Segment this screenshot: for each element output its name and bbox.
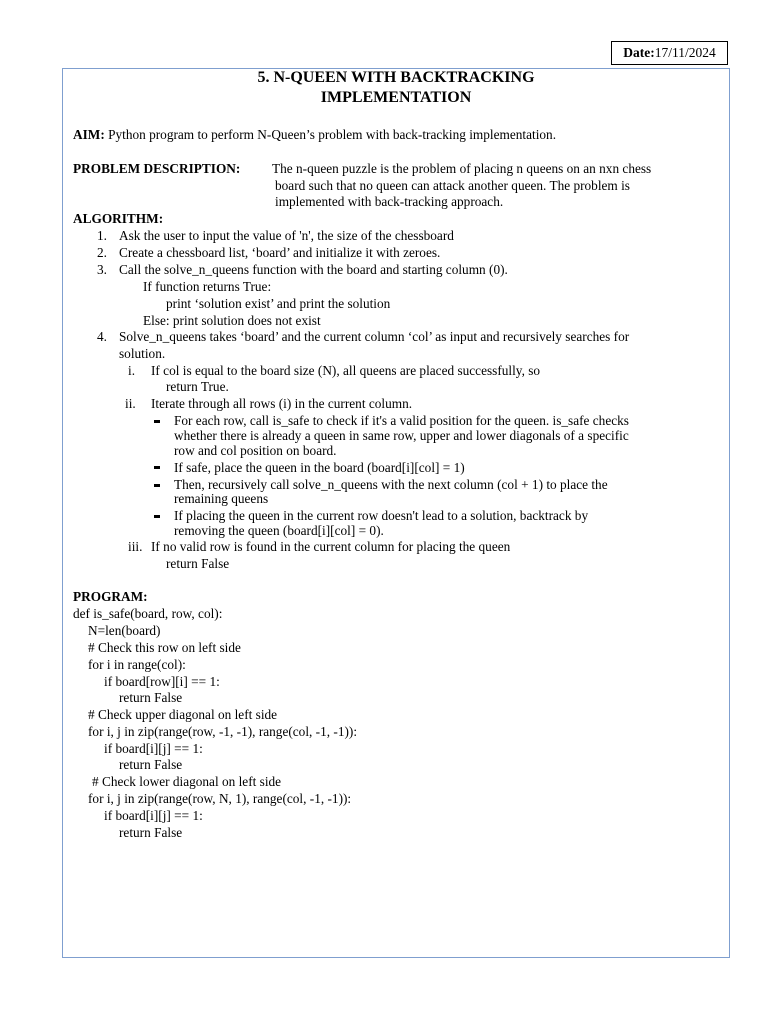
code-line: for i, j in zip(range(row, -1, -1), range(col, -1, -1)):: [88, 724, 358, 739]
code-line: # Check this row on left side: [88, 640, 241, 655]
code-line: return False: [119, 757, 183, 772]
code-line: return False: [119, 825, 183, 840]
code-line: # Check upper diagonal on left side: [88, 707, 278, 722]
step-number: 4.: [97, 329, 107, 344]
bullet-square-icon: [154, 484, 160, 487]
page-title-line-2: IMPLEMENTATION: [320, 89, 472, 106]
step3-sub-line: Else: print solution does not exist: [143, 313, 321, 328]
date-label: Date:: [623, 45, 655, 60]
code-line: if board[i][j] == 1:: [104, 808, 203, 823]
sub-step-text-continued: return False: [166, 556, 230, 571]
problem-label: PROBLEM DESCRIPTION:: [73, 161, 241, 176]
code-line: if board[row][i] == 1:: [104, 674, 220, 689]
code-line: for i in range(col):: [88, 657, 186, 672]
step3-sub-line: print ‘solution exist’ and print the solution: [166, 296, 391, 311]
program-label: PROGRAM:: [73, 589, 148, 604]
bullet-square-icon: [154, 420, 160, 423]
aim-text: Python program to perform N-Queen’s problem with back-tracking implementation.: [108, 127, 557, 142]
code-line: def is_safe(board, row, col):: [73, 606, 223, 621]
step3-sub-line: If function returns True:: [143, 279, 272, 294]
bullet-line: For each row, call is_safe to check if it's a valid position for the queen. is_safe checks: [174, 413, 629, 428]
code-line: return False: [119, 690, 183, 705]
bullet-line: removing the queen (board[i][col] = 0).: [174, 523, 384, 538]
step-text: Call the solve_n_queens function with the board and starting column (0).: [119, 262, 508, 277]
step-text-continued: solution.: [119, 346, 166, 361]
code-line: # Check lower diagonal on left side: [92, 774, 282, 789]
date-box: [611, 41, 728, 65]
page-title-line-1: 5. N-QUEEN WITH BACKTRACKING: [257, 69, 535, 86]
step-number: 1.: [97, 228, 107, 243]
step-text: Create a chessboard list, ‘board’ and initialize it with zeroes.: [119, 245, 441, 260]
sub-step-number: i.: [128, 363, 136, 378]
algorithm-label: ALGORITHM:: [73, 211, 164, 226]
bullet-line: If placing the queen in the current row doesn't lead to a solution, backtrack by: [174, 508, 589, 523]
date-value: 17/11/2024: [654, 45, 716, 60]
problem-line: The n-queen puzzle is the problem of placing n queens on an nxn chess: [272, 161, 652, 176]
problem-line: board such that no queen can attack another queen. The problem is: [275, 178, 630, 193]
bullet-line: Then, recursively call solve_n_queens with the next column (col + 1) to place the: [174, 477, 608, 492]
aim-section: [73, 127, 556, 143]
step-text: Ask the user to input the value of 'n', the size of the chessboard: [119, 228, 454, 243]
bullet-line: remaining queens: [174, 491, 269, 506]
sub-step-text: Iterate through all rows (i) in the current column.: [151, 396, 413, 411]
bullet-square-icon: [154, 515, 160, 518]
bullet-line: whether there is already a queen in same row, upper and lower diagonals of a specific: [174, 428, 629, 443]
sub-step-text: If no valid row is found in the current column for placing the queen: [151, 539, 511, 554]
step-number: 3.: [97, 262, 107, 277]
sub-step-text-continued: return True.: [166, 379, 229, 394]
step-text: Solve_n_queens takes ‘board’ and the current column ‘col’ as input and recursively searches for: [119, 329, 630, 344]
code-line: for i, j in zip(range(row, N, 1), range(col, -1, -1)):: [88, 791, 352, 806]
bullet-line: If safe, place the queen in the board (board[i][col] = 1): [174, 460, 465, 475]
bullet-square-icon: [154, 466, 160, 469]
sub-step-number: ii.: [125, 396, 136, 411]
problem-line: implemented with back-tracking approach.: [275, 194, 504, 209]
aim-label: AIM:: [73, 127, 105, 142]
code-line: N=len(board): [88, 623, 161, 638]
step-number: 2.: [97, 245, 107, 260]
sub-step-text: If col is equal to the board size (N), all queens are placed successfully, so: [151, 363, 541, 378]
sub-step-number: iii.: [128, 539, 143, 554]
bullet-line: row and col position on board.: [174, 443, 337, 458]
code-line: if board[i][j] == 1:: [104, 741, 203, 756]
